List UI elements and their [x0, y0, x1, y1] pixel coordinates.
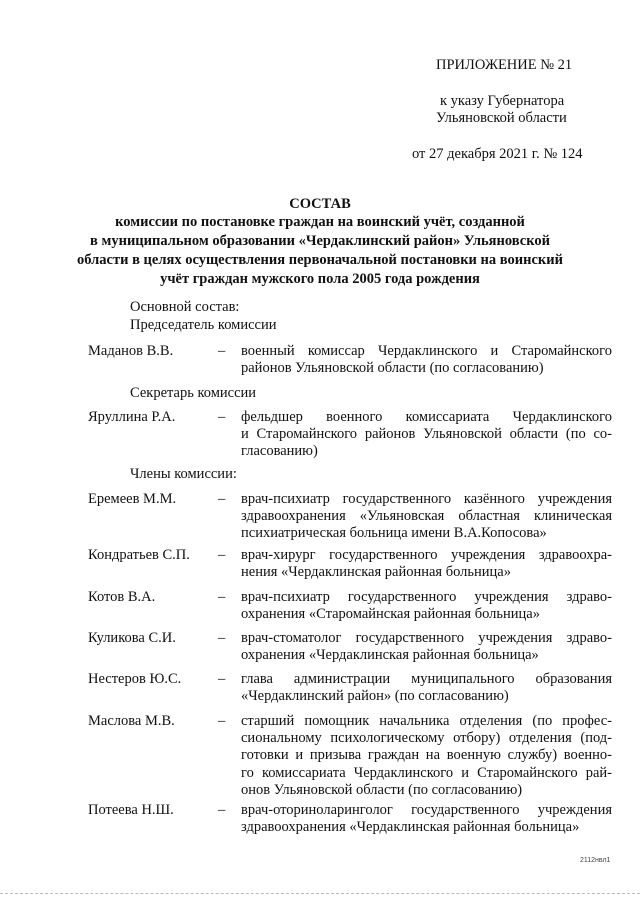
- member-position: фельдшер военного комиссариата Чердаклинского и Старомайнского районов Ульяновской области (по со- гласованию): [241, 409, 612, 460]
- member-position: врач-психиатр государственного казённого учреждения здравоохранения «Ульяновская областная клиническая психиатрическая больница имени В.А.Копосова»: [241, 491, 612, 542]
- member-position: старший помощник начальника отделения (по профес- сиональному психологическому отбору) отделения (под- готовки и призыва граждан на военную службу) военно- го комиссариата Чердаклинского и Старомайнского рай- онов Ульяновской области (по согласованию): [241, 713, 612, 798]
- title-line-4: учёт граждан мужского пола 2005 года рождения: [160, 271, 480, 287]
- secretary-label: Секретарь комиссии: [130, 385, 257, 401]
- document-heading: СОСТАВ: [289, 196, 351, 212]
- member-name: Потеева Н.Ш.: [88, 802, 174, 818]
- member-position: врач-психиатр государственного учреждения здраво- охранения «Старомайнская районная больница»: [241, 589, 612, 623]
- member-dash: –: [218, 671, 226, 687]
- chair-label: Председатель комиссии: [130, 317, 277, 333]
- member-name: Яруллина Р.А.: [88, 409, 176, 425]
- member-dash: –: [218, 713, 226, 729]
- title-line-2: в муниципальном образовании «Чердаклинский район» Ульяновской: [90, 233, 550, 249]
- member-dash: –: [218, 802, 226, 818]
- member-dash: –: [218, 589, 226, 605]
- region-reference: Ульяновской области: [436, 110, 567, 126]
- member-dash: –: [218, 630, 226, 646]
- member-name: Маслова М.В.: [88, 713, 175, 729]
- member-name: Маданов В.В.: [88, 343, 174, 359]
- member-position: врач-стоматолог государственного учреждения здраво- охранения «Чердаклинская районная больница»: [241, 630, 612, 664]
- member-name: Кондратьев С.П.: [88, 547, 190, 563]
- document-code: 2112нвл1: [580, 857, 611, 864]
- member-name: Куликова С.И.: [88, 630, 176, 646]
- appendix-number: ПРИЛОЖЕНИЕ № 21: [436, 57, 573, 73]
- member-position: глава администрации муниципального образования «Чердаклинский район» (по согласованию): [241, 671, 612, 705]
- members-label: Члены комиссии:: [130, 466, 237, 482]
- member-position: врач-хирург государственного учреждения здравоохра- нения «Чердаклинская районная больница»: [241, 547, 612, 581]
- member-name: Нестеров Ю.С.: [88, 671, 182, 687]
- decree-date: от 27 декабря 2021 г. № 124: [412, 146, 583, 162]
- member-position: врач-оториноларинголог государственного учреждения здравоохранения «Чердаклинская районная больница»: [241, 802, 612, 836]
- member-dash: –: [218, 343, 226, 359]
- member-dash: –: [218, 547, 226, 563]
- title-line-1: комиссии по постановке граждан на воинский учёт, созданной: [115, 214, 525, 230]
- member-name: Котов В.А.: [88, 589, 156, 605]
- member-dash: –: [218, 491, 226, 507]
- title-line-3: области в целях осуществления первоначальной постановки на воинский: [77, 252, 563, 268]
- member-name: Еремеев М.М.: [88, 491, 177, 507]
- member-dash: –: [218, 409, 226, 425]
- member-position: военный комиссар Чердаклинского и Старомайнского районов Ульяновской области (по согласованию): [241, 343, 612, 377]
- main-composition-label: Основной состав:: [130, 299, 240, 315]
- scan-edge-divider: [0, 893, 640, 895]
- decree-reference: к указу Губернатора: [440, 93, 565, 109]
